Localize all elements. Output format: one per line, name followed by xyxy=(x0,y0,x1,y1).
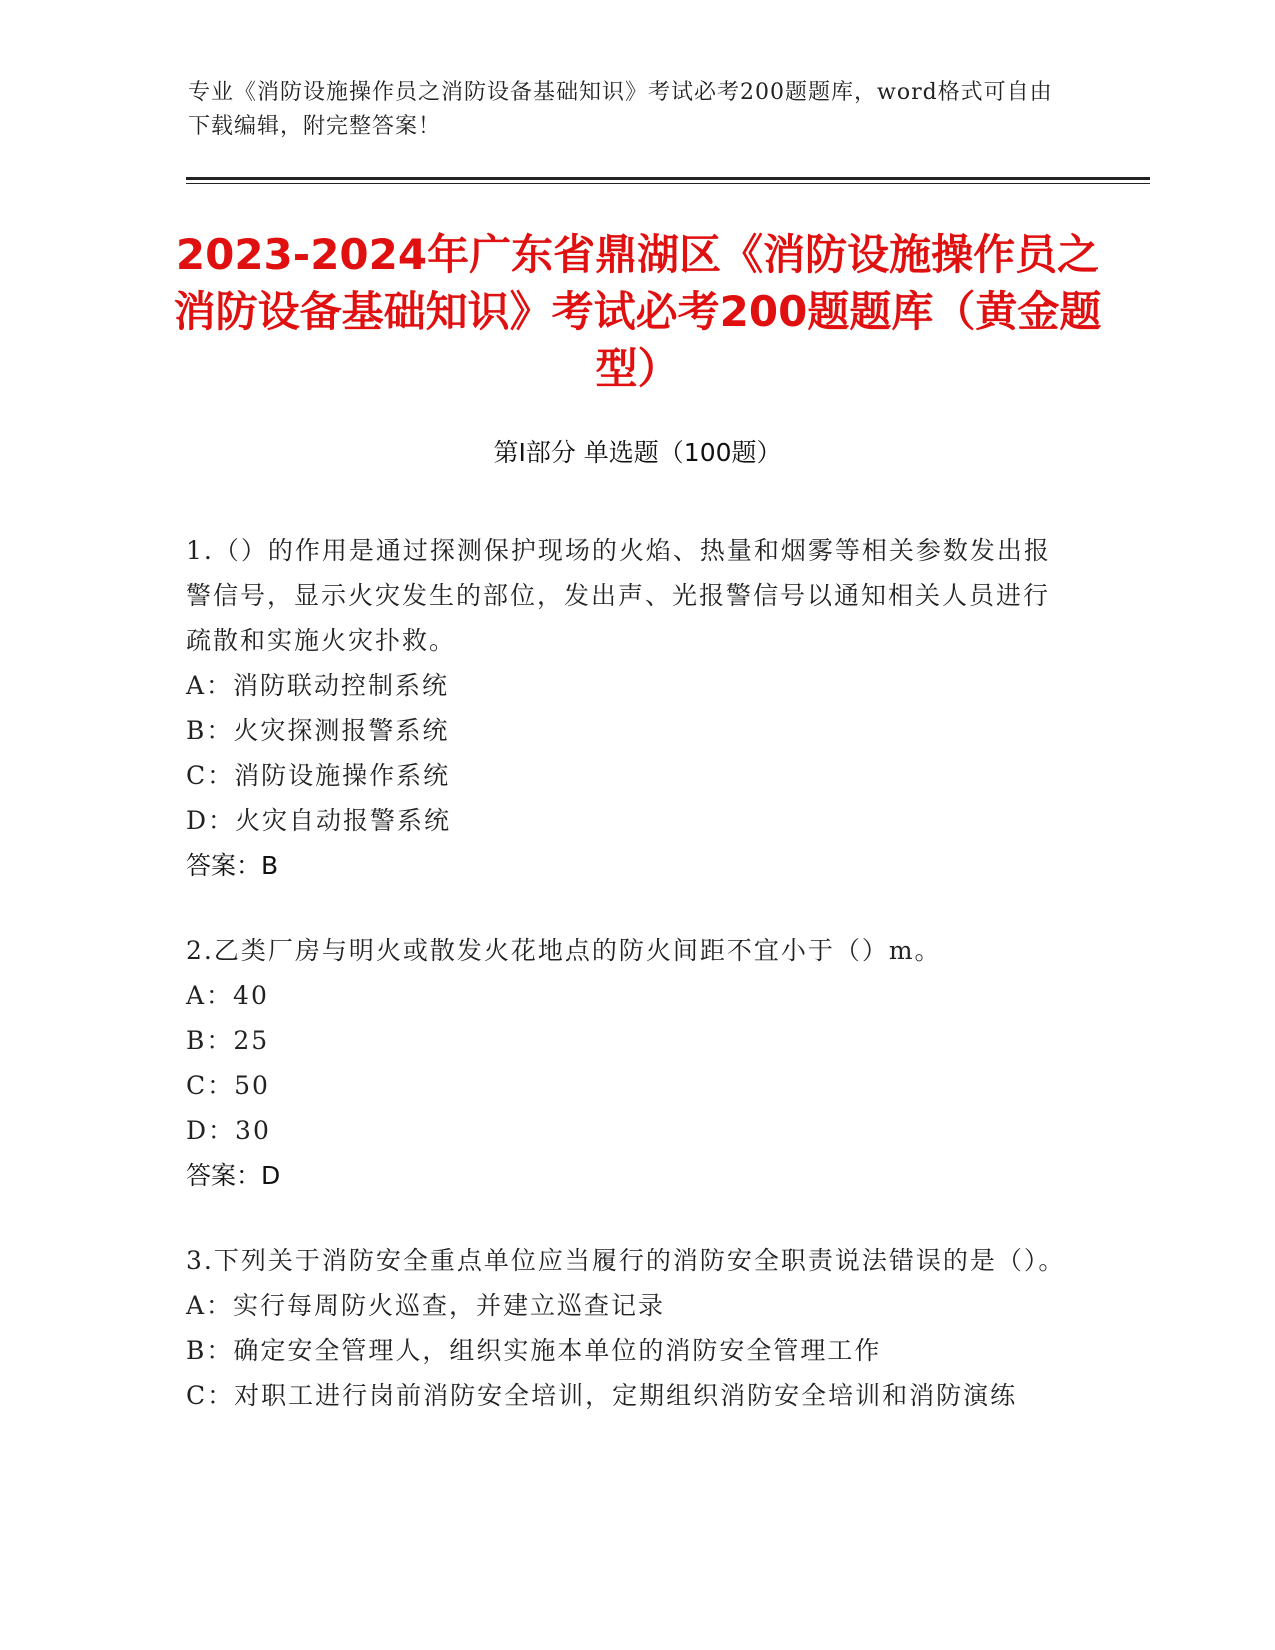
section-title: 第Ⅰ部分 单选题（100题） xyxy=(493,438,782,467)
option-b: B：25 xyxy=(186,1026,270,1055)
option-a: A：40 xyxy=(186,981,269,1010)
option-b: B：火灾探测报警系统 xyxy=(186,716,450,745)
question-2 xyxy=(186,928,1076,1198)
question-stem: 2.乙类厂房与明火或散发火花地点的防火间距不宜小于（）m。 xyxy=(186,936,942,965)
header-divider-thin xyxy=(186,183,1150,184)
question-stem: 1.（）的作用是通过探测保护现场的火焰、热量和烟雾等相关参数发出报警信号，显示火灾发生的部位，发出声、光报警信号以通知相关人员进行疏散和实施火灾扑救。 xyxy=(186,536,1051,655)
option-c: C：消防设施操作系统 xyxy=(186,761,451,790)
option-d: D：火灾自动报警系统 xyxy=(186,806,452,835)
option-a: A：实行每周防火巡查，并建立巡查记录 xyxy=(186,1291,666,1320)
question-list xyxy=(186,528,1076,1458)
option-b: B：确定安全管理人，组织实施本单位的消防安全管理工作 xyxy=(186,1336,882,1365)
option-d: D：30 xyxy=(186,1116,271,1145)
option-c: C：对职工进行岗前消防安全培训，定期组织消防安全培训和消防演练 xyxy=(186,1381,1018,1410)
question-stem: 3.下列关于消防安全重点单位应当履行的消防安全职责说法错误的是（）。 xyxy=(186,1246,1066,1275)
answer-line: 答案：D xyxy=(186,1161,281,1190)
option-a: A：消防联动控制系统 xyxy=(186,671,450,700)
header-note: 专业《消防设施操作员之消防设备基础知识》考试必考200题题库，word格式可自由下载编辑，附完整答案！ xyxy=(188,80,1053,139)
question-1 xyxy=(186,528,1076,888)
document-title: 2023-2024年广东省鼎湖区《消防设施操作员之消防设备基础知识》考试必考200题题库（黄金题型） xyxy=(173,230,1102,393)
answer-line: 答案：B xyxy=(186,851,279,880)
option-c: C：50 xyxy=(186,1071,270,1100)
question-3 xyxy=(186,1238,1076,1418)
header-divider-thick xyxy=(186,177,1150,180)
